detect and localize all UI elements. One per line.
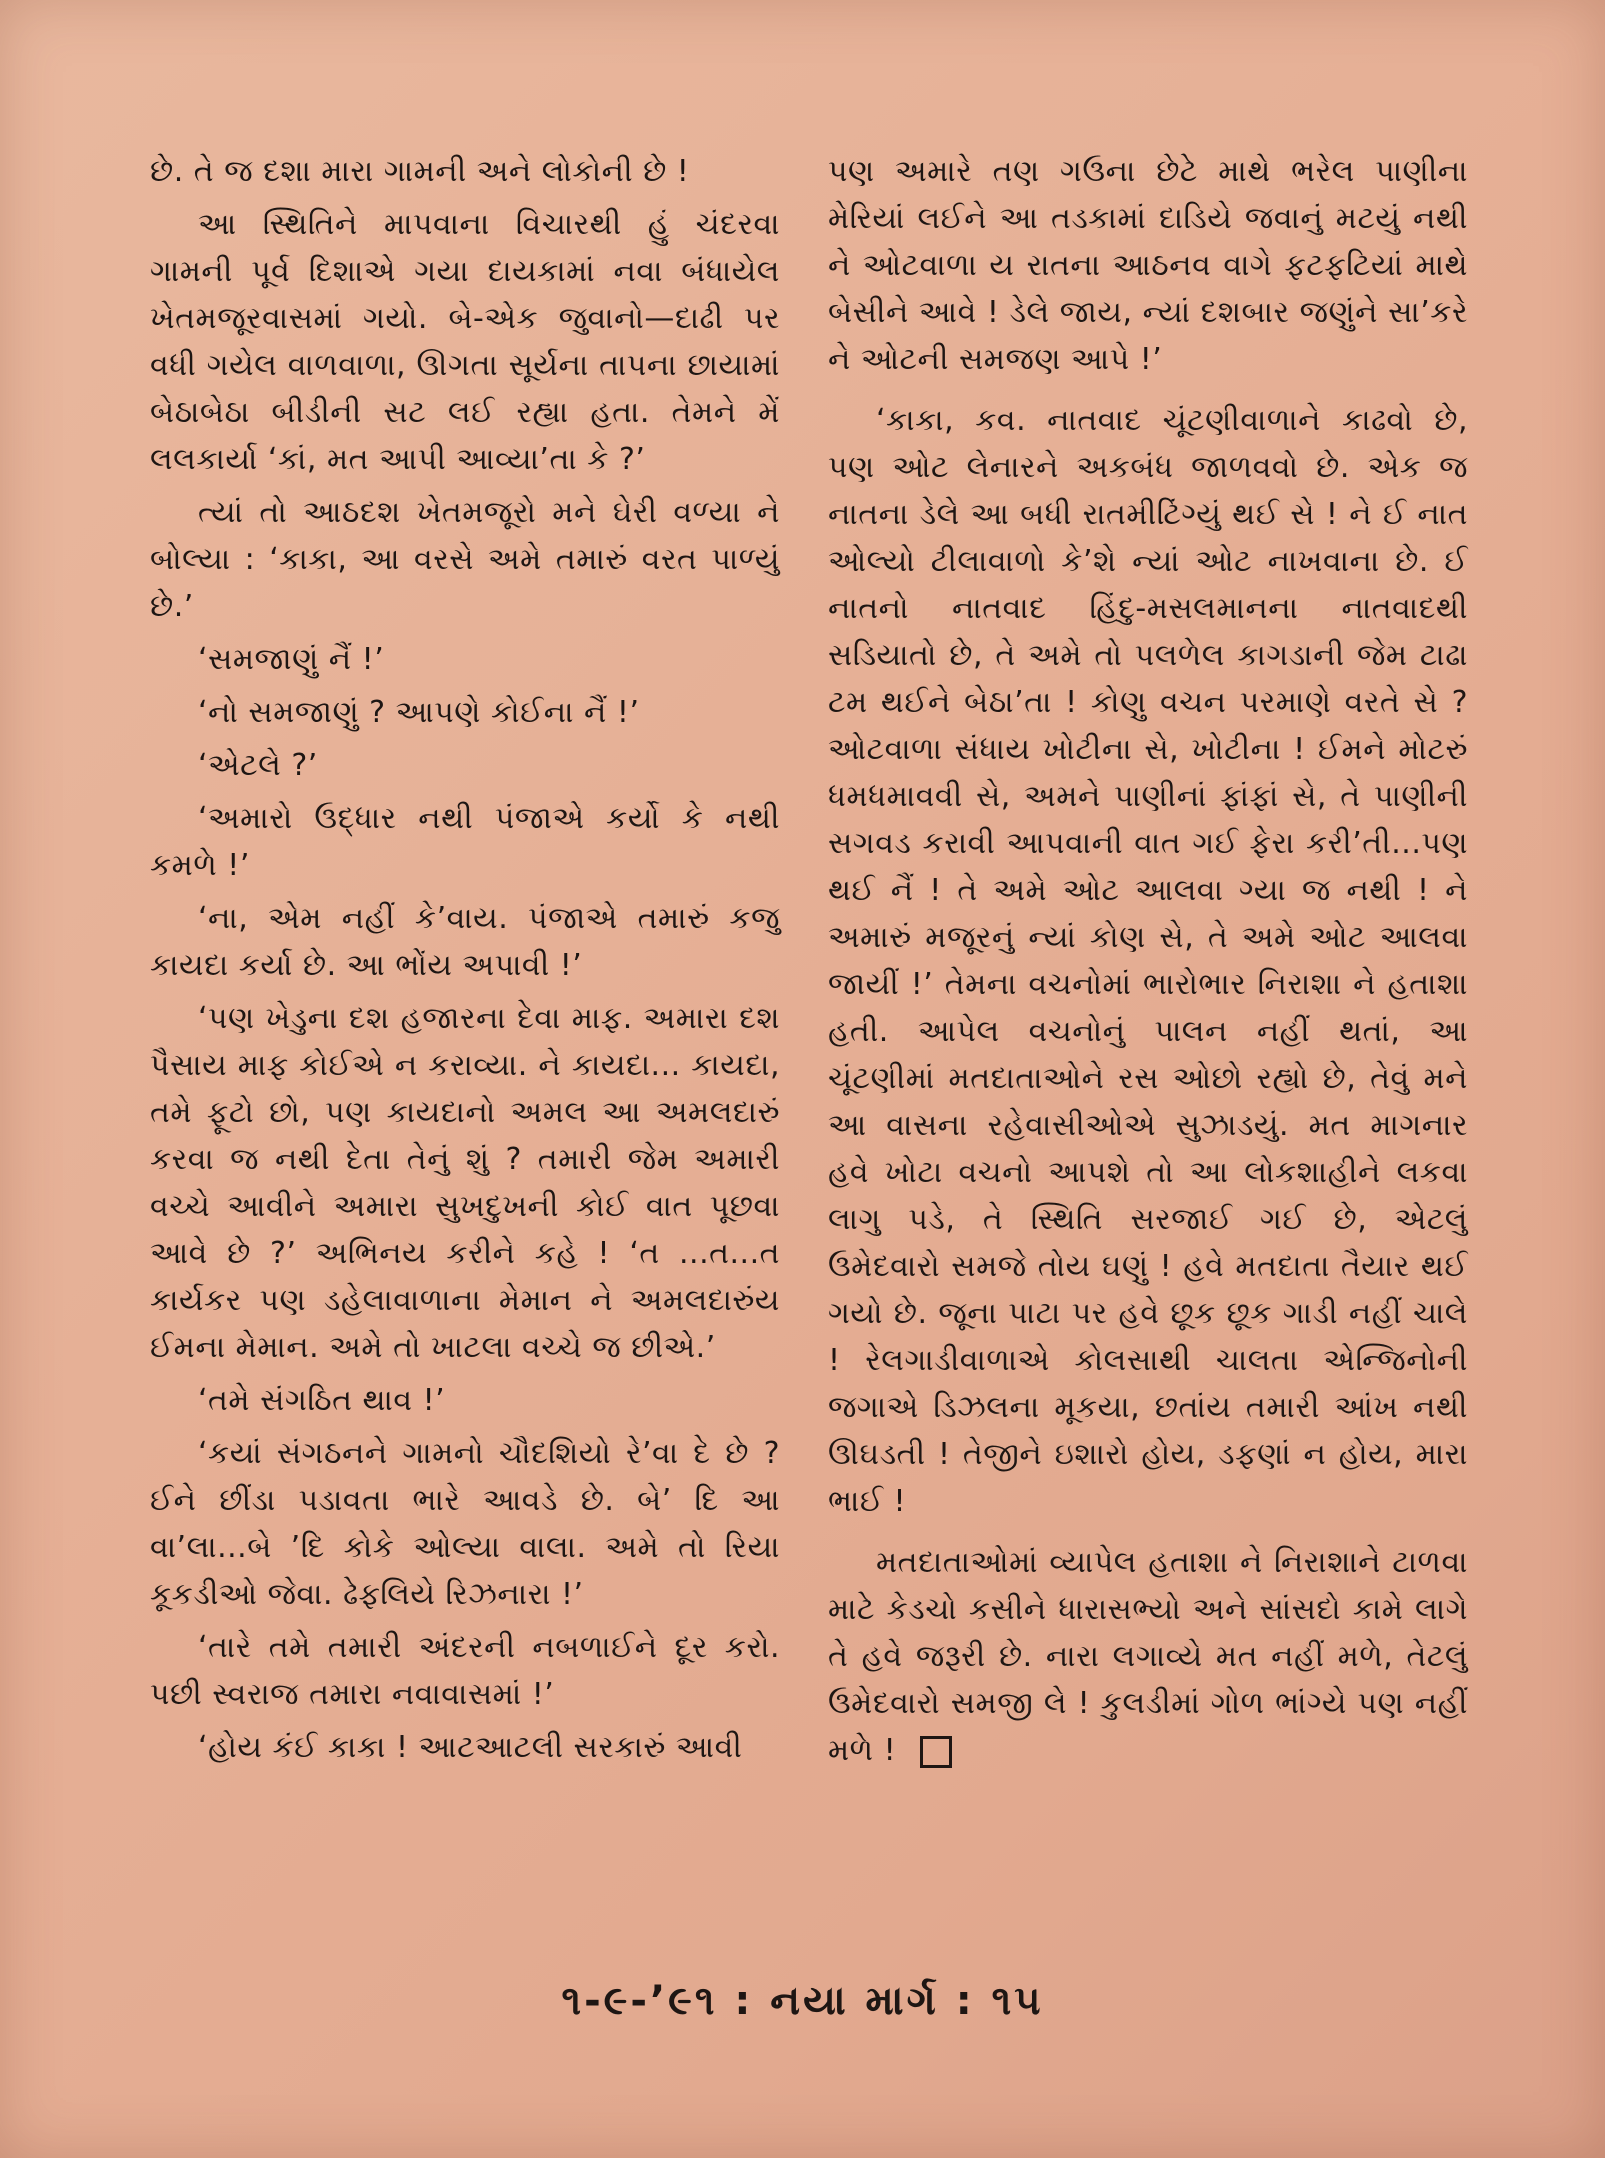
right-column — [828, 148, 1468, 1780]
paragraph: આ સ્થિતિને માપવાના વિચારથી હું ચંદરવા ગામની પૂર્વ દિશાએ ગયા દાયકામાં નવા બંધાયેલ ખેતમજૂરવાસમાં ગયો. બે-એક જુવાનો—દાઢી પર વધી ગયેલ વાળવાળા, ઊગતા સૂર્યના તાપના છાયામાં બેઠાબેઠા બીડીની સટ લઈ રહ્યા હતા. તેમને મેં લલકાર્યા ‘કાં, મત આપી આવ્યા’તા કે ?’ — [150, 207, 780, 477]
closing-paragraph — [828, 1539, 1468, 1774]
page-footer: ૧-૯-’૯૧ : નયા માર્ગ : ૧૫ — [561, 1978, 1044, 2024]
paragraph: છે. તે જ દશા મારા ગામની અને લોકોની છે ! — [150, 154, 690, 189]
paragraph: ‘ના, એમ નહીં કે’વાય. પંજાએ તમારું કજુ કાયદા કર્યા છે. આ ભોંય અપાવી !’ — [150, 901, 780, 983]
left-column — [150, 148, 780, 1777]
paragraph: ‘પણ ખેડુના દશ હજારના દેવા માફ. અમારા દશ પૈસાય માફ કોઈએ ન કરાવ્યા. ને કાયદા... કાયદા, તમે ફૂટો છો, પણ કાયદાનો અમલ આ અમલદારું કરવા જ નથી દેતા તેનું શું ? તમારી જેમ અમારી વચ્ચે આવીને અમારા સુખદુખની કોઈ વાત પૂછવા આવે છે ?’ અભિનય કરીને કહે ! ‘ત ...ત...ત કાર્યકર પણ ડહેલાવાળાના મેમાન ને અમલદારુંય ઈમના મેમાન. અમે તો ખાટલા વચ્ચે જ છીએ.’ — [150, 1001, 780, 1365]
paragraph: ‘હોય કંઈ કાકા ! આટઆટલી સરકારું આવી — [198, 1730, 743, 1765]
closing-text: મતદાતાઓમાં વ્યાપેલ હતાશા ને નિરાશાને ટાળવા માટે કેડચો કસીને ધારાસભ્યો અને સાંસદો કામે લાગે તે હવે જરૂરી છે. નારા લગાવ્યે મત નહીં મળે, તેટલું ઉમેદવારો સમજી લે ! કુલડીમાં ગોળ ભાંગ્યે પણ નહીં મળે ! — [828, 1545, 1468, 1768]
dialogue-line: ‘તમે સંગઠિત થાવ !’ — [198, 1383, 446, 1418]
dialogue-line: ‘સમજાણું નૈં !’ — [198, 642, 385, 677]
paragraph: ‘કયાં સંગઠનને ગામનો ચૌદશિયો રે’વા દે છે ? ઈને છીંડા પડાવતા ભારે આવડે છે. બે’ દિ આ વા’લા...બે ’દિ કોકે ઓલ્યા વાલા. અમે તો રિયા કૂકડીઓ જેવા. ઢેફલિયે રિઝનારા !’ — [150, 1436, 780, 1612]
paragraph: ‘તારે તમે તમારી અંદરની નબળાઈને દૂર કરો. પછી સ્વરાજ તમારા નવાવાસમાં !’ — [150, 1630, 780, 1712]
paragraph: ત્યાં તો આઠદશ ખેતમજૂરો મને ઘેરી વળ્યા ને બોલ્યા : ‘કાકા, આ વરસે અમે તમારું વરત પાળ્યું છે.’ — [150, 495, 780, 624]
dialogue-line: ‘નો સમજાણું ? આપણે કોઈના નૈં !’ — [198, 695, 640, 730]
end-of-article-mark — [920, 1736, 952, 1768]
paragraph: પણ અમારે તણ ગઉના છેટે માથે ભરેલ પાણીના મેરિયાં લઈને આ તડકામાં દાડિયે જવાનું મટયું નથી ને ઓટવાળા ય રાતના આઠનવ વાગે ફટફટિયાં માથે બેસીને આવે ! ડેલે જાય, ન્યાં દશબાર જણુંને સા’કરે ને ઓટની સમજણ આપે !’ — [828, 154, 1468, 377]
paragraph: ‘અમારો ઉદ્ધાર નથી પંજાએ કર્યો કે નથી કમળે !’ — [150, 801, 780, 883]
dialogue-line: ‘એટલે ?’ — [198, 748, 318, 783]
paragraph: ‘કાકા, કવ. નાતવાદ ચૂંટણીવાળાને કાઢવો છે, પણ ઓટ લેનારને અકબંધ જાળવવો છે. એક જ નાતના ડેલે આ બધી રાતમીટિંગ્યું થઈ સે ! ને ઈ નાત ઓલ્યો ટીલાવાળો કે’શે ન્યાં ઓટ નાખવાના છે. ઈ નાતનો નાતવાદ હિંદુ-મસલમાનના નાતવાદથી સડિયાતો છે, તે અમે તો પલળેલ કાગડાની જેમ ટાઢા ટમ થઈને બેઠા’તા ! કોણુ વચન પરમાણે વરતે સે ? ઓટવાળા સંધાય ખોટીના સે, ખોટીના ! ઈમને મોટરું ધમધમાવવી સે, અમને પાણીનાં ફાંફાં સે, તે પાણીની સગવડ કરાવી આપવાની વાત ગઈ ફેરા કરી’તી...પણ થઈ નૈં ! તે અમે ઓટ આલવા ગ્યા જ નથી ! ને અમારું મજૂરનું ન્યાં કોણ સે, તે અમે ઓટ આલવા જાયીં !’ તેમના વચનોમાં ભારોભાર નિરાશા ને હતાશા હતી. આપેલ વચનોનું પાલન નહીં થતાં, આ ચૂંટણીમાં મતદાતાઓને રસ ઓછો રહ્યો છે, તેવું મને આ વાસના રહેવાસીઓએ સુઝાડયું. મત માગનાર હવે ખોટા વચનો આપશે તો આ લોકશાહીને લકવા લાગુ પડે, તે સ્થિતિ સરજાઈ ગઈ છે, એટલું ઉમેદવારો સમજે તોય ઘણું ! હવે મતદાતા તૈયાર થઈ ગયો છે. જૂના પાટા પર હવે છૂક છૂક ગાડી નહીં ચાલે ! રેલગાડીવાળાએ કોલસાથી ચાલતા એન્જિનોની જગાએ ડિઝલના મૂકયા, છતાંય તમારી આંખ નથી ઊઘડતી ! તેજીને ઇશારો હોય, ડફણાં ન હોય, મારા ભાઈ ! — [828, 403, 1468, 1519]
